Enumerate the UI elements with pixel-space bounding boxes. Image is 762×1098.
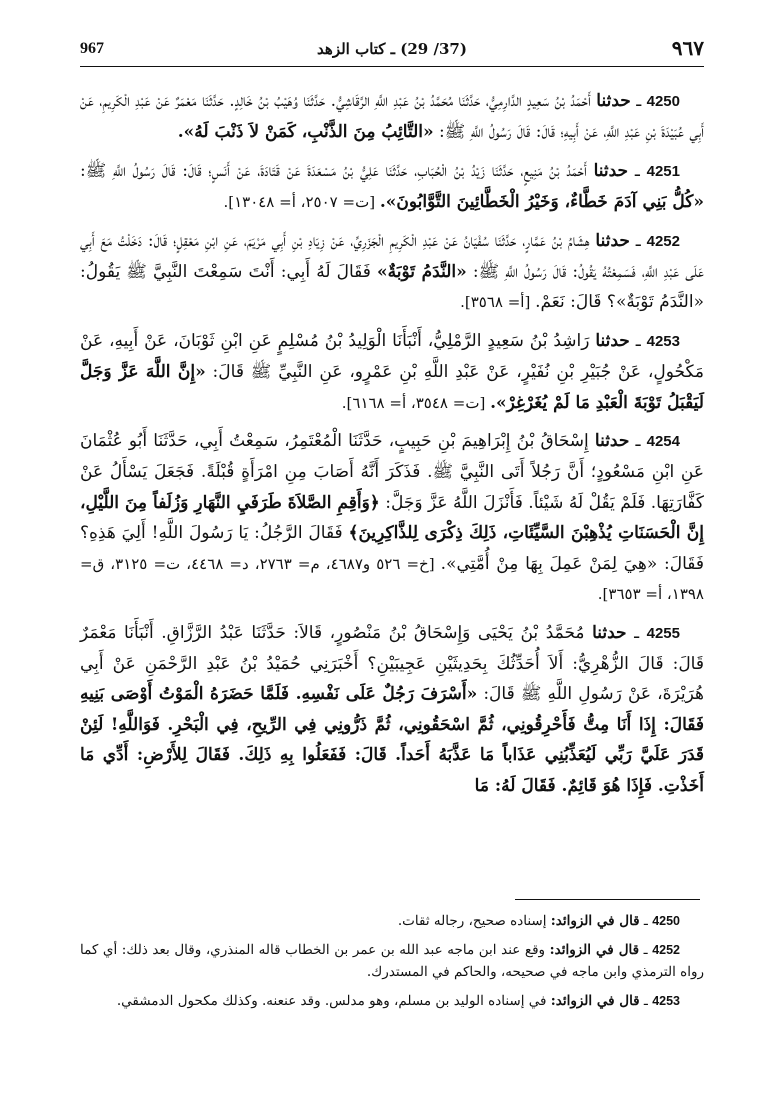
hadith-dash: ـ	[629, 431, 647, 452]
footnote-number: 4250	[652, 914, 680, 928]
page-header	[80, 38, 704, 67]
hadith-reference: [ت= ٣٥٤٨، أ= ٦١٦٨].	[341, 393, 491, 412]
footnote-dash: ـ	[639, 993, 653, 1009]
haddathana-word: حدثنا	[595, 330, 630, 351]
hadith-dash: ـ	[626, 622, 647, 643]
haddathana-word: حدثنا	[594, 431, 630, 452]
hadith-matn: «إِنَّ اللَّهَ عَزَّ وَجَلَّ لَيَقْبَلُ تَوْبَةَ الْعَبْدِ مَا لَمْ يُغَرْغِرْ».	[80, 362, 704, 413]
hadith-4251	[80, 156, 704, 218]
hadith-4253	[80, 326, 704, 418]
hadith-reference: [خ= ٥٢٦ و٤٦٨٧، م= ٢٧٦٣، د= ٤٤٦٨، ت= ٣١٢٥، ق= ١٣٩٨، أ= ٣٦٥٣].	[80, 554, 704, 604]
hadith-4250	[80, 86, 704, 148]
footnote-label: قال في الزوائد:	[550, 913, 640, 929]
haddathana-word: حدثنا	[595, 230, 630, 251]
hadith-matn: «النَّدَمُ تَوْبَةٌ»	[377, 262, 467, 283]
page-number-arabic: ٩٦٧	[671, 36, 704, 60]
hadith-number: 4250	[646, 93, 680, 110]
footnote-text: إسناده صحيح، رجاله ثقات.	[397, 913, 551, 929]
hadith-isnad: هِشَامُ بْنُ عَمَّارٍ، حَدَّثَنَا سُفْيَانُ عَنْ عَبْدِ الْكَرِيمِ الْجَزَرِيِّ، عَنْ زِيَادِ بْنِ أَبِي مَرْيَمَ، عَنِ ابْنِ مَعْقِلٍ؛ قَالَ: دَخَلْتُ مَعَ أَبِي عَلَى عَبْدِ اللَّهِ، فَسَمِعْتُهُ يَقُولُ: قَالَ رَسُولُ اللَّهِ ﷺ:	[80, 230, 705, 283]
hadith-after: فَقَالَ الرَّجُلُ: يَا رَسُولَ اللَّهِ! أَلِيَ هَذِهِ؟ فَقَالَ: «هِيَ لِمَنْ عَمِلَ بِهَا مِنْ أُمَّتِي».	[80, 523, 704, 574]
footnote-4252	[80, 939, 704, 983]
hadith-number: 4251	[646, 162, 680, 180]
hadith-4255	[80, 618, 704, 801]
hadith-matn: «أَسْرَفَ رَجُلٌ عَلَى نَفْسِهِ. فَلَمَّا حَضَرَهُ الْمَوْتُ أَوْصَى بَنِيهِ فَقَالَ: إِذَا أَنَا مِتُّ فَأَحْرِقُونِي، ثُمَّ اسْحَقُونِي، ثُمَّ ذَرُّونِي فِي الرِّيحِ، فِي الْبَحْرِ. فَوَاللَّهِ! لَئِنْ قَدَرَ عَلَيَّ رَبِّي لَيُعَذِّبُنِي عَذَاباً مَا عَذَّبَهُ أَحَداً. قَالَ: فَفَعَلُوا بِهِ ذَلِكَ. فَقَالَ لِلأَرْضِ: أَدِّي مَا أَخَذْتِ. فَإِذَا هُوَ قَائِمٌ. فَقَالَ لَهُ: مَا	[80, 684, 704, 796]
footnote-text: وقع عند ابن ماجه عبد الله بن عمر بن الخطاب قاله المنذري، وقال بعد ذلك: أي كما رواه الترمذي وابن ماجه في صحيحه، والحاكم في المستدرك.	[80, 942, 704, 980]
hadith-4252	[80, 226, 704, 318]
footnote-number: 4253	[652, 994, 680, 1008]
hadith-isnad: أَحْمَدُ بْنُ مَنِيعٍ، حَدَّثَنَا زَيْدُ بْنُ الْحُبَابِ، حَدَّثَنَا عَلِيُّ بْنُ مَسْعَدَةَ عَنْ قَتَادَةَ، عَنْ أَنَسٍ؛ قَالَ: قَالَ رَسُولُ اللَّهِ ﷺ:	[80, 160, 594, 181]
running-title: (37/ 29) ـ كتاب الزهد	[317, 40, 467, 58]
footnote-dash: ـ	[639, 942, 653, 958]
footnote-divider	[515, 899, 700, 900]
footnote-4253	[80, 990, 704, 1012]
hadith-dash: ـ	[628, 160, 647, 181]
hadith-after: فَقَالَ لَهُ أَبِي: أَنْتَ سَمِعْتَ النَّبِيَّ ﷺ يَقُولُ: «النَّدَمُ تَوْبَةٌ»؟ قَالَ: نَعَمْ.	[80, 262, 704, 313]
haddathana-word: حدثنا	[592, 622, 627, 643]
footnote-number: 4252	[652, 943, 681, 957]
hadith-number: 4253	[646, 332, 680, 350]
hadith-isnad: إِسْحَاقُ بْنُ إِبْرَاهِيمَ بْنِ حَبِيبٍ، حَدَّثَنَا الْمُعْتَمِرُ، سَمِعْتُ أَبِي، حَدَّثَنَا أَبُو عُثْمَانَ عَنِ ابْنِ مَسْعُودٍ؛ أَنَّ رَجُلاً أَتَى النَّبِيَّ ﷺ. فَذَكَرَ أَنَّهُ أَصَابَ مِنِ امْرَأَةٍ قُبْلَةً. فَجَعَلَ يَسْأَلُ عَنْ كَفَّارَتِهَا. فَلَمْ يَقُلْ لَهُ شَيْئاً. فَأَنْزَلَ اللَّهُ عَزَّ وَجَلَّ:	[80, 431, 705, 513]
hadith-4254	[80, 426, 704, 609]
hadith-dash: ـ	[630, 91, 647, 111]
footnote-label: قال في الزوائد:	[550, 993, 640, 1009]
hadith-isnad: رَاشِدُ بْنُ سَعِيدٍ الرَّمْلِيُّ، أَنْبَأَنَا الْوَلِيدُ بْنُ مُسْلِمٍ عَنِ ابْنِ ثَوْبَانَ، عَنْ أَبِيهِ، عَنْ مَكْحُولٍ، عَنْ جُبَيْرِ بْنِ نُفَيْرٍ، عَنْ عَبْدِ اللَّهِ بْنِ عَمْرٍو، عَنِ النَّبِيِّ ﷺ قَالَ:	[80, 330, 704, 383]
page-number-latin: 967	[80, 40, 104, 57]
hadith-matn: ﴿وَأَقِمِ الصَّلاَةَ طَرَفَيِ النَّهَارِ وَزُلَفاً مِنَ اللَّيْلِ، إِنَّ الْحَسَنَاتِ يُذْهِبْنَ السَّيِّئَاتِ، ذَلِكَ ذِكْرَى لِلذَّاكِرِينَ﴾	[80, 492, 705, 544]
hadith-number: 4254	[646, 433, 680, 451]
hadith-reference: [ت= ٢٥٠٧، أ= ١٣٠٤٨].	[223, 193, 380, 212]
haddathana-word: حدثنا	[596, 91, 631, 111]
footnote-dash: ـ	[639, 913, 653, 929]
hadith-dash: ـ	[629, 330, 647, 351]
hadith-isnad: أَحْمَدُ بْنُ سَعِيدٍ الدَّارِمِيُّ، حَدَّثَنَا مُحَمَّدُ بْنُ عَبْدِ اللَّهِ الرَّقَاشِيُّ. حَدَّثَنَا وُهَيْبُ بْنُ خَالِدٍ. حَدَّثَنَا مَعْمَرٌ عَنْ عَبْدِ الْكَرِيمِ، عَنْ أَبِي عُبَيْدَةَ بْنِ عَبْدِ اللَّهِ، عَنْ أَبِيهِ؛ قَالَ: قَالَ رَسُولُ اللَّهِ ﷺ:	[80, 91, 704, 143]
hadith-text-body	[80, 86, 704, 809]
hadith-number: 4255	[646, 624, 680, 642]
hadith-dash: ـ	[629, 230, 647, 251]
footnotes-section	[80, 910, 704, 1019]
hadith-reference: [أ= ٣٥٦٨].	[460, 293, 536, 312]
footnote-label: قال في الزوائد:	[549, 942, 640, 958]
footnote-text: في إسناده الوليد بن مسلم، وهو مدلس. وقد عنعنه. وكذلك مكحول الدمشقي.	[116, 993, 551, 1009]
hadith-isnad: مُحَمَّدُ بْنُ يَحْيَى وَإِسْحَاقُ بْنُ مَنْصُورٍ، قَالاَ: حَدَّثَنَا عَبْدُ الرَّزَّاقِ. أَنْبَأَنَا مَعْمَرٌ قَالَ: قَالَ الزُّهْرِيُّ: أَلاَ أُحَدِّثُكَ بِحَدِيثَيْنِ عَجِيبَيْنِ؟ أَخْبَرَنِي حُمَيْدُ بْنُ عَبْدِ الرَّحْمَنِ عَنْ أَبِي هُرَيْرَةَ، عَنْ رَسُولِ اللَّهِ ﷺ قَالَ:	[80, 622, 705, 705]
hadith-matn: «كُلُّ بَنِي آدَمَ خَطَّاءٌ، وَخَيْرُ الْخَطَّائِينَ التَّوَّابُونَ».	[379, 192, 704, 213]
hadith-matn: «التَّائِبُ مِنَ الذَّنْبِ، كَمَنْ لاَ ذَنْبَ لَهُ».	[177, 122, 434, 143]
hadith-number: 4252	[646, 232, 680, 250]
footnote-4250	[80, 910, 704, 932]
haddathana-word: حدثنا	[593, 160, 629, 181]
